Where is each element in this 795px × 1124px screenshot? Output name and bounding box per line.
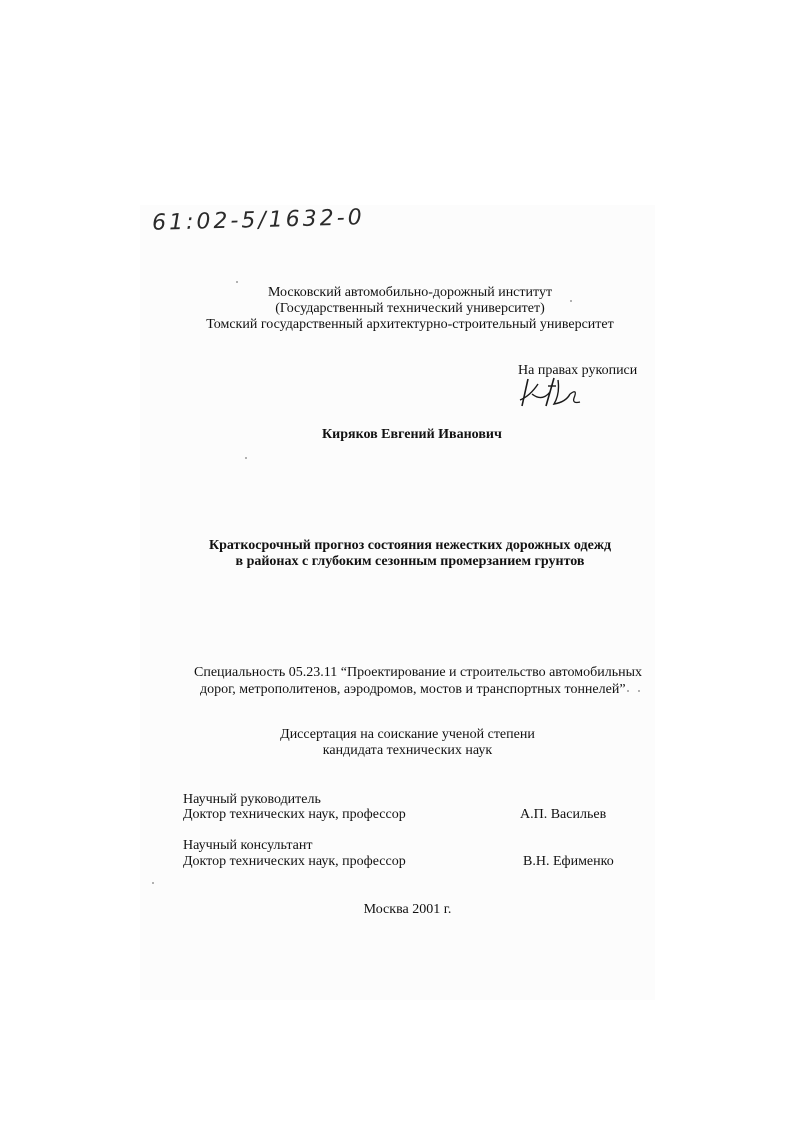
scan-speck	[570, 300, 572, 302]
thesis-title-line2: в районах с глубоким сезонным промерзанием грунтов	[235, 554, 585, 569]
scan-speck	[236, 281, 238, 283]
consultant-degree: Доктор технических наук, профессор	[183, 854, 406, 869]
author-name: Киряков Евгений Иванович	[322, 427, 502, 442]
thesis-title-line1: Краткосрочный прогноз состояния нежестких дорожных одежд	[208, 538, 612, 553]
city-year: Москва 2001 г.	[363, 902, 452, 917]
specialty-line2: дорог, метрополитенов, аэродромов, мостов и транспортных тоннелей”	[200, 682, 626, 697]
institute-name: Московский автомобильно-дорожный институт	[267, 285, 553, 300]
supervisor-degree: Доктор технических наук, профессор	[183, 807, 406, 822]
scan-speck	[638, 690, 640, 692]
consultant-name: В.Н. Ефименко	[523, 854, 614, 869]
archive-code: 61:02-5/1632-0	[151, 205, 365, 236]
scan-speck	[152, 882, 154, 884]
manuscript-note: На правах рукописи	[518, 363, 638, 378]
supervisor-role: Научный руководитель	[183, 792, 321, 807]
dissertation-line2: кандидата технических наук	[322, 743, 493, 758]
dissertation-line1: Диссертация на соискание ученой степени	[280, 727, 535, 742]
scan-speck	[245, 457, 247, 459]
institute-status: (Государственный технический университет)	[275, 301, 545, 316]
scan-speck	[627, 690, 629, 692]
consultant-role: Научный консультант	[183, 838, 313, 853]
university-name: Томский государственный архитектурно-строительный университет	[206, 317, 614, 332]
supervisor-name: А.П. Васильев	[520, 807, 607, 822]
author-signature	[518, 376, 588, 408]
specialty-line1: Специальность 05.23.11 “Проектирование и строительство автомобильных	[194, 665, 642, 680]
